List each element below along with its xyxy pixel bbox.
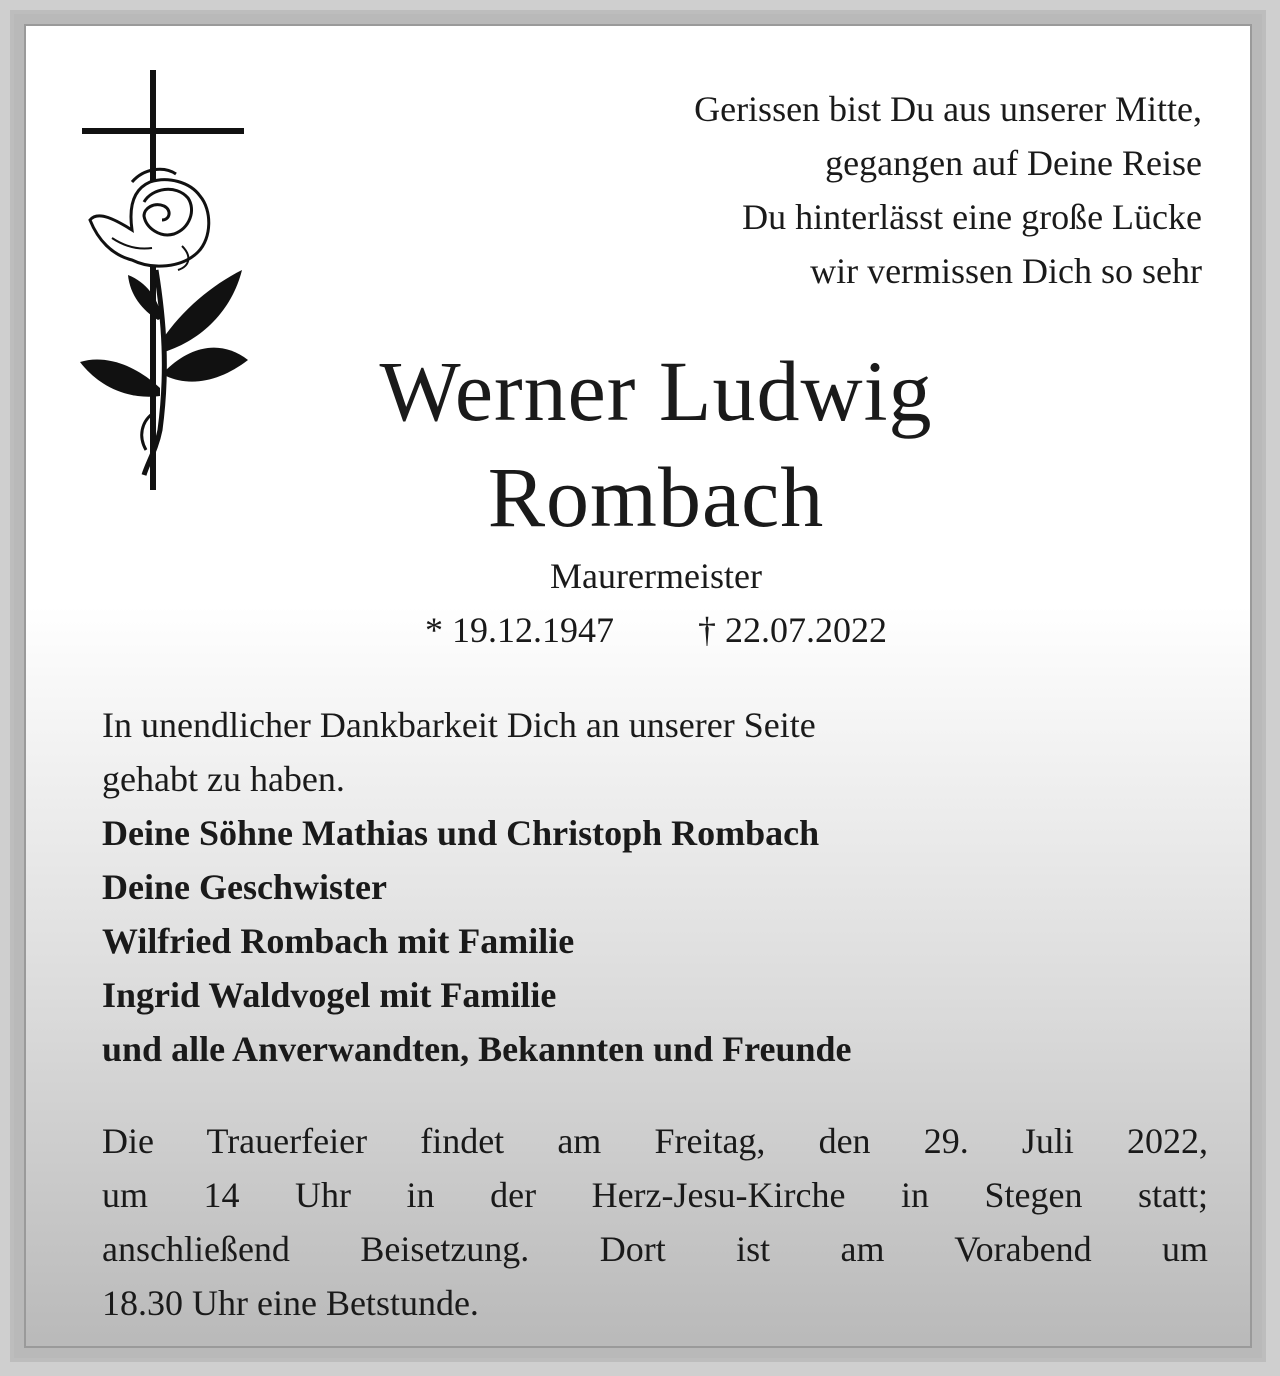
occupation: Maurermeister bbox=[550, 556, 762, 596]
mourner-line: und alle Anverwandten, Bekannten und Freunde bbox=[102, 1029, 852, 1069]
ceremony-line: 18.30 Uhr eine Betstunde. bbox=[102, 1283, 479, 1323]
verse-line: Du hinterlässt eine große Lücke bbox=[742, 197, 1202, 237]
mourner-line: Ingrid Waldvogel mit Familie bbox=[102, 975, 557, 1015]
mourner-line: Deine Söhne Mathias und Christoph Rombach bbox=[102, 813, 820, 853]
mourner-line: Wilfried Rombach mit Familie bbox=[102, 921, 575, 961]
verse-line: Gerissen bist Du aus unserer Mitte, bbox=[694, 89, 1202, 129]
poem-verse bbox=[442, 82, 1202, 298]
thanks-line: In unendlicher Dankbarkeit Dich an unserer Seite bbox=[102, 705, 816, 745]
thanks-line: gehabt zu haben. bbox=[102, 759, 345, 799]
obituary-panel bbox=[24, 24, 1252, 1348]
ceremony-line: um 14 Uhr in der Herz-Jesu-Kirche in Stegen statt; bbox=[102, 1175, 1208, 1215]
mourner-line: Deine Geschwister bbox=[102, 867, 387, 907]
life-dates bbox=[26, 608, 1280, 652]
death-date: † 22.07.2022 bbox=[698, 610, 887, 650]
obituary-frame bbox=[10, 10, 1266, 1362]
thanks-text bbox=[102, 698, 1222, 806]
ceremony-line: anschließend Beisetzung. Dort ist am Vorabend um bbox=[102, 1229, 1208, 1269]
birth-date: * 19.12.1947 bbox=[425, 610, 614, 650]
deceased-name bbox=[26, 338, 1280, 550]
mourners-list bbox=[102, 806, 1222, 1076]
verse-line: wir vermissen Dich so sehr bbox=[810, 251, 1202, 291]
name-line: Rombach bbox=[487, 449, 825, 545]
ceremony-line: Die Trauerfeier findet am Freitag, den 29. Juli 2022, bbox=[102, 1121, 1208, 1161]
name-line: Werner Ludwig bbox=[379, 343, 933, 439]
verse-line: gegangen auf Deine Reise bbox=[825, 143, 1202, 183]
ceremony-notice bbox=[102, 1114, 1208, 1330]
